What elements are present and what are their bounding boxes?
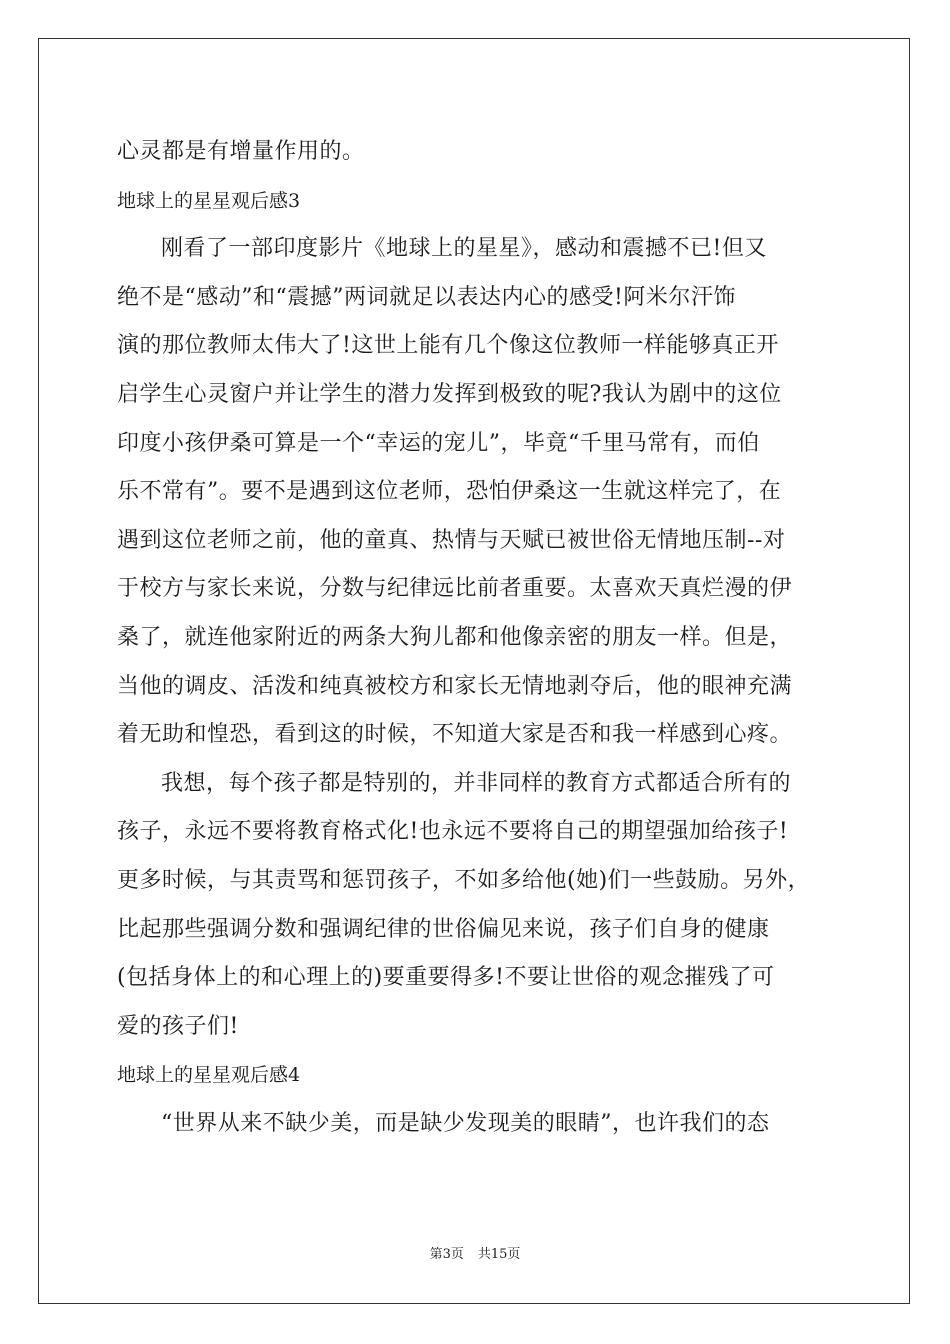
paragraph-line: 乐不常有”。要不是遇到这位老师，恐怕伊桑这一生就这样完了，在 — [117, 479, 782, 505]
page-number: 第3页 — [429, 1247, 464, 1262]
paragraph-line: 桑了，就连他家附近的两条大狗儿都和他像亲密的朋友一样。但是， — [117, 624, 793, 650]
section-heading: 地球上的星星观后感3 — [117, 189, 301, 212]
paragraph-line: 绝不是“感动”和“震撼”两词就足以表达内心的感受!阿米尔汗饰 — [117, 284, 736, 310]
paragraph-line: 更多时候，与其责骂和惩罚孩子，不如多给他(她)们一些鼓励。另外， — [117, 867, 811, 893]
document-body — [117, 128, 837, 1148]
section-heading: 地球上的星星观后感4 — [117, 1064, 301, 1087]
paragraph-line: 启学生心灵窗户并让学生的潜力发挥到极致的呢?我认为剧中的这位 — [117, 381, 782, 407]
paragraph-line: 刚看了一部印度影片《地球上的星星》，感动和震撼不已!但又 — [161, 236, 767, 262]
paragraph-line: 演的那位教师太伟大了!这世上能有几个像这位教师一样能够真正开 — [117, 333, 779, 359]
paragraph-line: 印度小孩伊桑可算是一个“幸运的宠儿”，毕竟“千里马常有，而伯 — [117, 430, 760, 456]
paragraph-line: 当他的调皮、活泼和纯真被校方和家长无情地剥夺后，他的眼神充满 — [117, 673, 793, 699]
paragraph-line: 着无助和惶恐，看到这的时候，不知道大家是否和我一样感到心疼。 — [117, 722, 793, 748]
paragraph-line: 比起那些强调分数和强调纪律的世俗偏见来说，孩子们自身的健康 — [117, 916, 770, 942]
paragraph-line: 孩子，永远不要将教育格式化!也永远不要将自己的期望强加给孩子! — [117, 819, 789, 845]
paragraph-line: 爱的孩子们! — [117, 1013, 239, 1039]
paragraph-line: 我想，每个孩子都是特别的，并非同样的教育方式都适合所有的 — [161, 770, 792, 796]
paragraph-line: 于校方与家长来说，分数与纪律远比前者重要。太喜欢天真烂漫的伊 — [117, 576, 793, 602]
paragraph-line: 心灵都是有增量作用的。 — [117, 139, 365, 164]
page-footer — [0, 1246, 950, 1264]
paragraph-line: 遇到这位老师之前，他的童真、热情与天赋已被世俗无情地压制--对 — [117, 527, 786, 553]
paragraph-line: (包括身体上的和心理上的)要重要得多!不要让世俗的观念摧残了可 — [117, 965, 775, 991]
paragraph-line: “世界从来不缺少美，而是缺少发现美的眼睛”，也许我们的态 — [161, 1110, 770, 1136]
page-total: 共15页 — [477, 1247, 521, 1262]
